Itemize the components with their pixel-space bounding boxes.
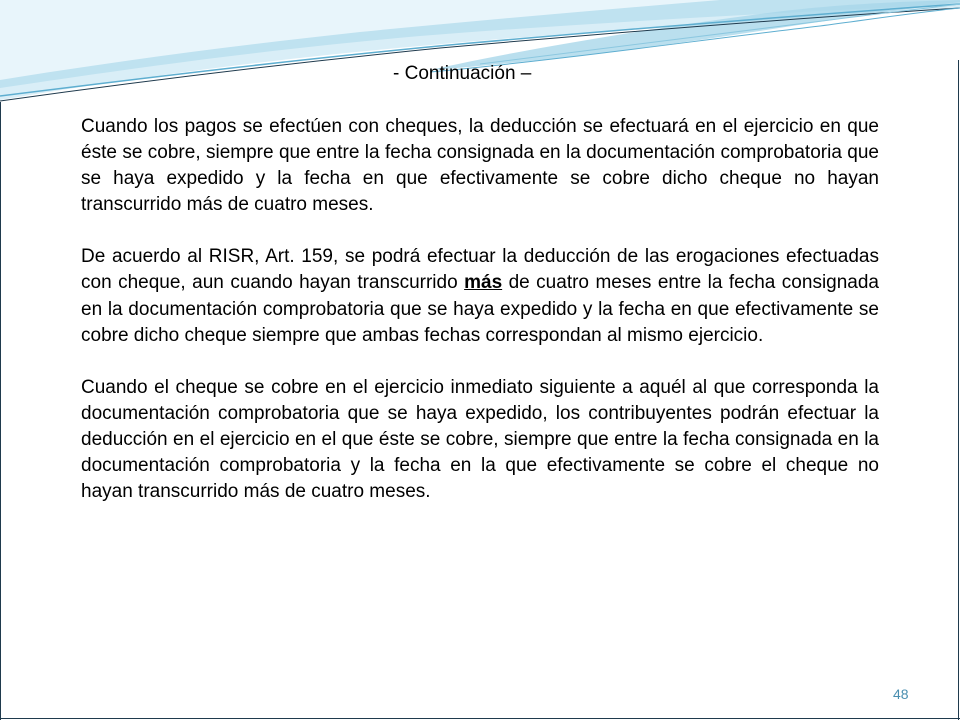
- paragraph-2-start: De acuerdo al RISR, Art. 159, se podrá efectuar la deducción de las erogaciones efectuadas con cheque, aun cuando hayan transcurrido: [81, 246, 879, 294]
- slide-frame-bottom: [0, 718, 960, 719]
- slide-frame-right: [958, 60, 959, 720]
- slide-body: [81, 114, 879, 505]
- page-number: 48: [893, 686, 909, 702]
- paragraph-1: Cuando los pagos se efectúen con cheques, la deducción se efectuará en el ejercicio en que éste se cobre, siempre que entre la fecha consignada en la documentación comprobatoria que se haya expedido y la fecha en que efectivamente se cobre dicho cheque no hayan transcurrido más de cuatro meses.: [81, 116, 879, 216]
- paragraph-3: Cuando el cheque se cobre en el ejercicio inmediato siguiente a aquél al que corresponda la documentación comprobatoria que se haya expedido, los contribuyentes podrán efectuar la deducción en el ejercicio en el que éste se cobre, siempre que entre la fecha consignada en la documentación comprobatoria y la fecha en la que efectivamente se cobre el cheque no hayan transcurrido más de cuatro meses.: [81, 376, 879, 503]
- paragraph-2: [81, 244, 879, 348]
- slide-subtitle: - Continuación –: [393, 63, 532, 84]
- slide-frame-left: [0, 102, 1, 720]
- paragraph-2-end: de cuatro meses entre la fecha consignada en la documentación comprobatoria que se haya expedido y la fecha en que efectivamente se cobre dicho cheque siempre que ambas fechas correspondan al mismo ejercicio.: [81, 272, 879, 346]
- paragraph-2-emphasis: más: [464, 272, 503, 294]
- decorative-wave-banner: [0, 0, 960, 110]
